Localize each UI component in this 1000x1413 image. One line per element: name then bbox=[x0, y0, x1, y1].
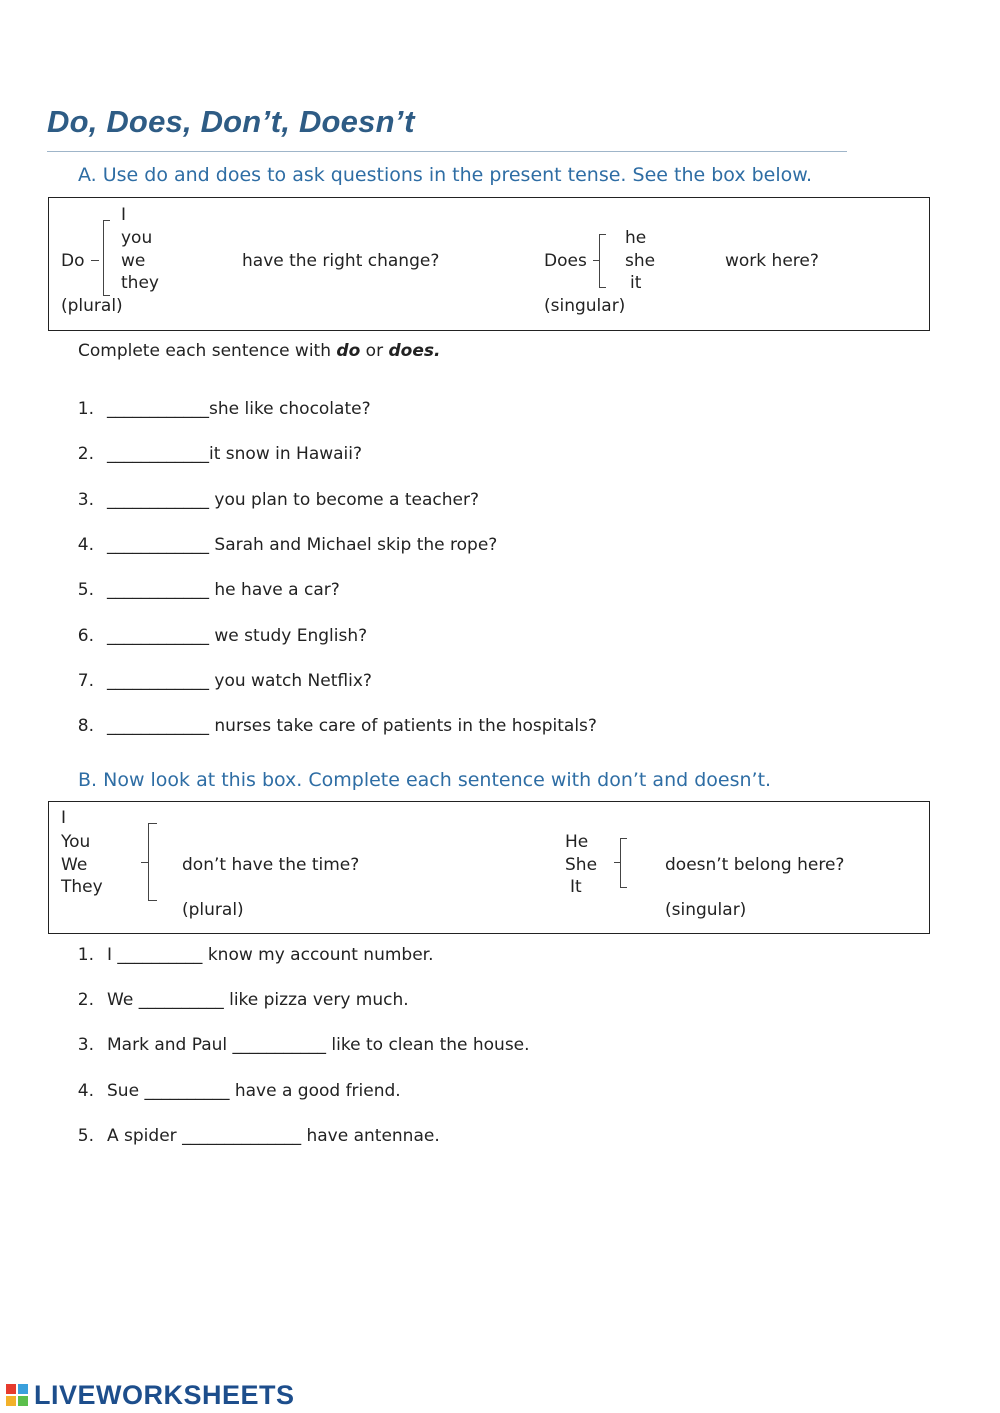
liveworksheets-logo-icon bbox=[6, 1384, 30, 1408]
section-a-heading: A. Use do and does to ask questions in the present tense. See the box below. bbox=[78, 164, 813, 186]
question-number: 5. bbox=[77, 580, 94, 601]
does-example-sentence: work here? bbox=[725, 251, 819, 271]
question-text: know my account number. bbox=[202, 945, 434, 965]
pronoun-i: I bbox=[121, 205, 127, 225]
question-number: 3. bbox=[77, 489, 94, 510]
logo-square bbox=[18, 1396, 28, 1406]
dont-example-sentence: don’t have the time? bbox=[182, 855, 360, 875]
answer-blank[interactable]: __________ bbox=[138, 990, 224, 1011]
question-number: 4. bbox=[77, 534, 94, 555]
keyword-does: does. bbox=[388, 341, 441, 361]
instruction-or: or bbox=[360, 341, 389, 361]
page-title: Do, Does, Don’t, Doesn’t bbox=[47, 104, 415, 139]
instruction-a bbox=[78, 341, 440, 361]
question-item bbox=[107, 490, 479, 510]
question-subject: I bbox=[107, 945, 118, 965]
question-subject: We bbox=[107, 990, 139, 1011]
question-number: 7. bbox=[77, 670, 94, 691]
question-item bbox=[107, 1081, 401, 1101]
question-number: 4. bbox=[77, 1080, 94, 1101]
answer-blank[interactable]: ____________ bbox=[107, 444, 209, 465]
question-text: Sarah and Michael skip the rope? bbox=[209, 534, 498, 555]
logo-square bbox=[6, 1396, 16, 1406]
answer-blank[interactable]: ____________ bbox=[107, 716, 209, 737]
question-item bbox=[107, 580, 340, 600]
question-subject: Sue bbox=[107, 1080, 145, 1101]
left-brace bbox=[103, 220, 110, 296]
answer-blank[interactable]: __________ bbox=[144, 1080, 230, 1101]
pronoun-we: we bbox=[121, 251, 146, 271]
liveworksheets-logo[interactable]: LIVEWORKSHEETS bbox=[34, 1380, 295, 1410]
question-number: 2. bbox=[77, 990, 94, 1011]
right-brace bbox=[599, 234, 606, 288]
title-divider bbox=[47, 151, 847, 152]
question-text: you watch Netflix? bbox=[209, 670, 372, 691]
question-item bbox=[107, 945, 434, 965]
pronoun-i: I bbox=[61, 808, 67, 828]
pronoun-he: he bbox=[625, 228, 647, 248]
question-item bbox=[107, 444, 362, 464]
answer-blank[interactable]: ____________ bbox=[107, 625, 209, 646]
question-subject: Mark and Paul bbox=[107, 1035, 233, 1056]
question-number: 5. bbox=[77, 1125, 94, 1146]
singular-note: (singular) bbox=[544, 296, 626, 316]
pronoun-you: You bbox=[61, 832, 91, 852]
answer-blank[interactable]: ___________ bbox=[232, 1035, 327, 1056]
left-brace bbox=[148, 823, 157, 901]
question-item bbox=[107, 1126, 440, 1146]
pronoun-they: they bbox=[121, 273, 159, 293]
pronoun-they: They bbox=[61, 877, 103, 897]
answer-blank[interactable]: ______________ bbox=[182, 1125, 302, 1146]
question-text: she like chocolate? bbox=[209, 399, 371, 419]
logo-square bbox=[18, 1384, 28, 1394]
keyword-do: do bbox=[336, 341, 361, 361]
question-item bbox=[107, 399, 371, 419]
right-brace bbox=[620, 838, 627, 888]
brace-tick bbox=[614, 862, 620, 863]
section-b-heading: B. Now look at this box. Complete each sentence with don’t and doesn’t. bbox=[78, 769, 772, 791]
singular-note: (singular) bbox=[665, 900, 747, 920]
plural-note: (plural) bbox=[182, 900, 244, 920]
pronoun-it: It bbox=[570, 877, 582, 897]
answer-blank[interactable]: ____________ bbox=[107, 670, 209, 691]
brace-tick bbox=[91, 260, 99, 261]
question-subject: A spider bbox=[107, 1125, 183, 1146]
question-text: we study English? bbox=[209, 625, 368, 646]
question-text: he have a car? bbox=[209, 580, 340, 601]
pronoun-we: We bbox=[61, 855, 88, 875]
does-label: Does bbox=[544, 251, 587, 271]
question-text: you plan to become a teacher? bbox=[209, 489, 479, 510]
answer-blank[interactable]: ____________ bbox=[107, 580, 209, 601]
question-text: like to clean the house. bbox=[326, 1035, 530, 1056]
question-item bbox=[107, 671, 372, 691]
logo-square bbox=[6, 1384, 16, 1394]
question-text: like pizza very much. bbox=[223, 990, 409, 1011]
question-item bbox=[107, 626, 367, 646]
answer-blank[interactable]: ____________ bbox=[107, 399, 209, 419]
question-number: 6. bbox=[77, 625, 94, 646]
question-number: 8. bbox=[77, 716, 94, 737]
question-item bbox=[107, 1035, 530, 1055]
pronoun-she: She bbox=[565, 855, 598, 875]
pronoun-you: you bbox=[121, 228, 153, 248]
question-number: 3. bbox=[77, 1035, 94, 1056]
question-text: nurses take care of patients in the hospitals? bbox=[209, 716, 597, 737]
question-item bbox=[107, 716, 597, 736]
answer-blank[interactable]: __________ bbox=[117, 945, 203, 965]
brace-tick bbox=[141, 862, 149, 863]
plural-note: (plural) bbox=[61, 296, 123, 316]
doesnt-example-sentence: doesn’t belong here? bbox=[665, 855, 845, 875]
pronoun-it: it bbox=[630, 273, 642, 293]
question-text: have a good friend. bbox=[229, 1080, 401, 1101]
answer-blank[interactable]: ____________ bbox=[107, 534, 209, 555]
answer-blank[interactable]: ____________ bbox=[107, 489, 209, 510]
pronoun-he: He bbox=[565, 832, 589, 852]
question-number: 1. bbox=[77, 945, 94, 965]
do-label: Do bbox=[61, 251, 85, 271]
do-example-sentence: have the right change? bbox=[242, 251, 440, 271]
question-item bbox=[107, 535, 497, 555]
instruction-text: Complete each sentence with bbox=[78, 341, 337, 361]
question-number: 2. bbox=[77, 444, 94, 465]
pronoun-she: she bbox=[625, 251, 656, 271]
question-text: it snow in Hawaii? bbox=[209, 444, 363, 465]
brace-tick bbox=[593, 260, 599, 261]
question-item bbox=[107, 990, 409, 1010]
question-number: 1. bbox=[77, 399, 94, 419]
question-text: have antennae. bbox=[301, 1125, 440, 1146]
